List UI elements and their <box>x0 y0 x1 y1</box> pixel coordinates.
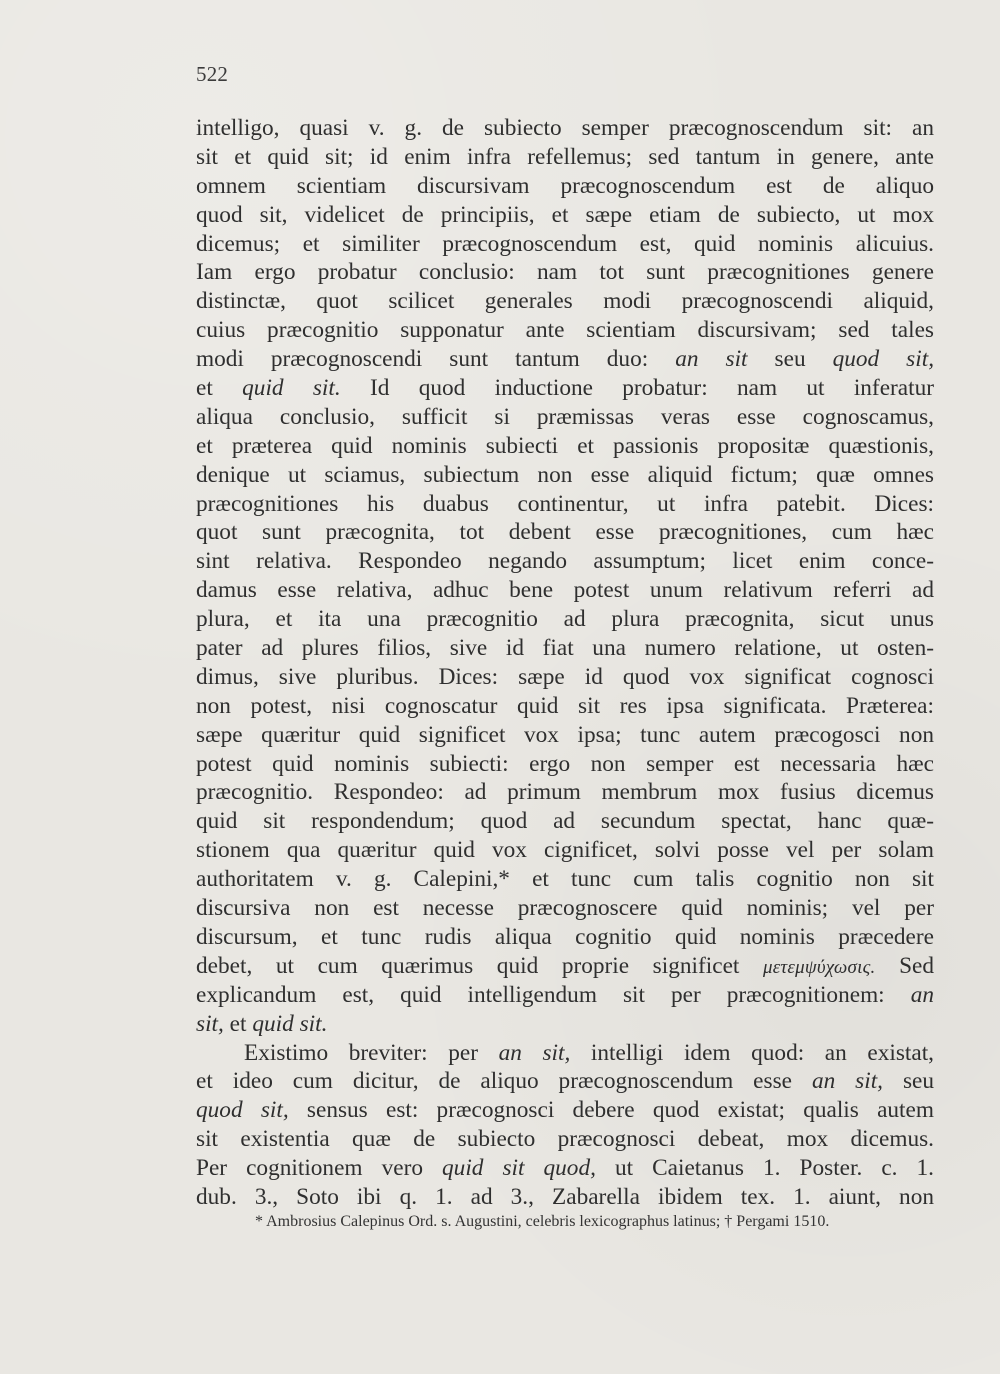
text-line: quot sunt præcognita, tot debent esse præcognitiones, cum hæc <box>196 519 934 546</box>
text-line: non potest, nisi cognoscatur quid sit res ipsa significata. Præterea: <box>196 692 934 719</box>
italic-term: an sit, <box>811 1068 884 1095</box>
italic-term: an sit <box>675 346 748 373</box>
text-fragment: Per cognitionem vero <box>196 1155 423 1182</box>
text-fragment: modi præcognoscendi sunt tantum duo: <box>196 346 649 373</box>
text-line: intelligo, quasi v. g. de subiecto semper præcognoscendum sit: an <box>196 115 934 141</box>
text-line: discursum, et tunc rudis aliqua cognitio quid nominis præcedere <box>196 923 934 950</box>
text-line: omnem scientiam discursivam præcognoscendum est de aliquo <box>196 172 934 199</box>
text-line: pater ad plures filios, sive id fiat una numero relatione, ut osten- <box>196 635 934 662</box>
page-number: 522 <box>196 62 229 86</box>
text-line-with-italics <box>196 981 934 1010</box>
italic-term: quid sit. <box>252 1010 328 1037</box>
text-line-with-italics <box>196 1067 934 1096</box>
text-fragment: intelligi idem quod: an existat, <box>590 1039 934 1066</box>
text-fragment: ut Caietanus 1. Poster. c. 1. <box>614 1155 934 1182</box>
text-fragment: et ideo cum dicitur, de aliquo præcognoscendum esse <box>196 1068 792 1095</box>
text-line: dub. 3., Soto ibi q. 1. ad 3., Zabarella ibidem tex. 1. aiunt, non <box>196 1183 934 1210</box>
text-line: discursiva non est necesse præcognoscere quid nominis; vel per <box>196 895 934 922</box>
paragraph-start-line <box>196 1039 934 1068</box>
footnote: * Ambrosius Calepinus Ord. s. Augustini, celebris lexicographus latinus; † Pergami 1510. <box>255 1213 830 1230</box>
text-line: quid sit respondendum; quod ad secundum spectat, hanc quæ- <box>196 808 934 835</box>
text-line-with-italics <box>196 345 934 374</box>
text-fragment: explicandum est, quid intelligendum sit per præcognitionem: <box>196 981 885 1008</box>
text-fragment: Id quod inductione probatur: nam ut inferatur <box>370 375 935 402</box>
text-line: distinctæ, quot scilicet generales modi præcognoscendi aliquid, <box>196 288 934 315</box>
text-line: præcognitio. Respondeo: ad primum membrum mox fusius dicemus <box>196 779 934 806</box>
text-line: præcognitiones his duabus continentur, ut infra patebit. Dices: <box>196 490 934 517</box>
text-line: denique ut sciamus, subiectum non esse aliquid fictum; quæ omnes <box>196 461 934 488</box>
text-line-with-italics <box>196 1154 934 1183</box>
text-fragment: debet, ut cum quærimus quid proprie significet <box>196 952 740 979</box>
text-fragment: seu <box>774 346 806 373</box>
text-line: dicemus; et similiter præcognoscendum est, quid nominis alicuius. <box>196 230 934 257</box>
italic-term: an sit, <box>498 1039 571 1066</box>
text-line: plura, et ita una præcognitio ad plura præcognita, sicut unus <box>196 606 934 633</box>
italic-term: an <box>910 981 934 1008</box>
greek-word: μετεμψύχωσις. <box>763 956 876 978</box>
italic-term: quod sit, <box>832 346 935 373</box>
text-line: cuius præcognitio supponatur ante scientiam discursivam; sed tales <box>196 317 934 344</box>
text-line-with-italics <box>196 1010 934 1039</box>
text-fragment: Existimo breviter: per <box>244 1039 478 1066</box>
text-line-with-italics <box>196 374 934 403</box>
text-line: authoritatem v. g. Calepini,* et tunc cum talis cognitio non sit <box>196 866 934 893</box>
text-fragment: Sed <box>899 952 935 979</box>
text-line: quod sit, videlicet de principiis, et sæpe etiam de subiecto, ut mox <box>196 201 934 228</box>
text-line: damus esse relativa, adhuc bene potest unum relativum referri ad <box>196 577 934 604</box>
text-fragment: et <box>229 1010 247 1037</box>
text-line: et præterea quid nominis subiecti et passionis propositæ quæstionis, <box>196 432 934 459</box>
text-line-with-greek <box>196 952 934 981</box>
text-fragment: et <box>196 375 213 402</box>
text-line: sæpe quæritur quid significet vox ipsa; tunc autem præcogosci non <box>196 721 934 748</box>
text-line: Iam ergo probatur conclusio: nam tot sunt præcognitiones genere <box>196 259 934 286</box>
main-text-block <box>196 114 934 1212</box>
italic-term: sit, <box>196 1010 224 1037</box>
text-fragment: sensus est: præcognosci debere quod existat; qualis autem <box>306 1097 934 1124</box>
text-line: aliqua conclusio, sufficit si præmissas veras esse cognoscamus, <box>196 403 934 430</box>
text-line: potest quid nominis subiecti: ergo non semper est necessaria hæc <box>196 750 934 777</box>
text-line: stionem qua quæritur quid vox cignificet, solvi posse vel per solam <box>196 837 934 864</box>
text-line: sit existentia quæ de subiecto præcognosci debeat, mox dicemus. <box>196 1126 934 1153</box>
italic-term: quid sit. <box>242 375 341 402</box>
text-line: sit et quid sit; id enim infra refellemus; sed tantum in genere, ante <box>196 143 934 170</box>
italic-term: quid sit quod, <box>442 1155 596 1182</box>
text-line: dimus, sive pluribus. Dices: sæpe id quod vox significat cognosci <box>196 663 934 690</box>
text-line-with-italics <box>196 1096 934 1125</box>
text-line: sint relativa. Respondeo negando assumptum; licet enim conce- <box>196 548 934 575</box>
text-fragment: seu <box>902 1068 935 1095</box>
italic-term: quod sit, <box>196 1097 289 1124</box>
